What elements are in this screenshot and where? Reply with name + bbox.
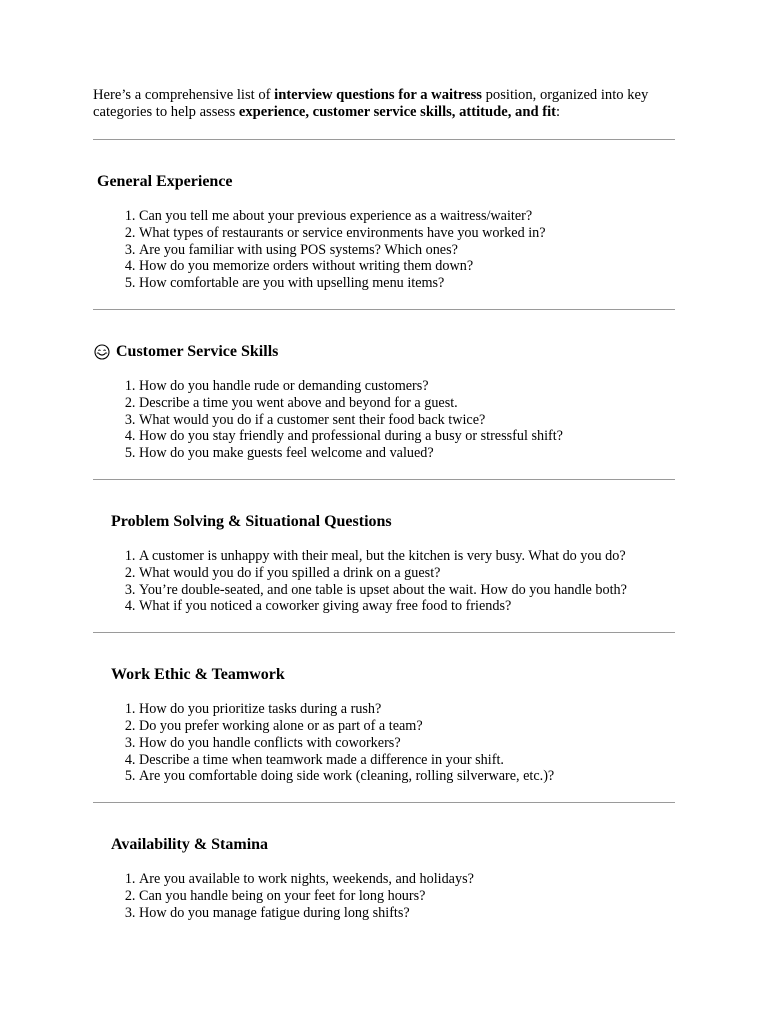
section-heading [93, 512, 675, 532]
intro-bold-1: interview questions for a waitress [274, 87, 482, 103]
list-item: 2. What would you do if you spilled a drink on a guest? [139, 565, 675, 582]
list-item: 1. How do you prioritize tasks during a rush? [139, 701, 675, 718]
list-item: 3. What would you do if a customer sent their food back twice? [139, 412, 675, 429]
intro-text-1: Here’s a comprehensive list of [93, 87, 275, 103]
section-heading [93, 172, 675, 192]
list-item: 3. Are you familiar with using POS systems? Which ones? [139, 242, 675, 259]
divider [93, 479, 675, 480]
section-general-experience [93, 172, 675, 292]
intro-paragraph [93, 87, 675, 121]
list-item: 3. You’re double-seated, and one table is upset about the wait. How do you handle both? [139, 582, 675, 599]
section-problem-solving [93, 512, 675, 615]
list-item: 5. How comfortable are you with upselling menu items? [139, 275, 675, 292]
question-list [93, 701, 675, 785]
section-customer-service-skills [93, 342, 675, 462]
section-title: General Experience [97, 173, 233, 190]
question-list [93, 871, 675, 921]
section-work-ethic-teamwork [93, 665, 675, 785]
intro-bold-2: experience, customer service skills, attitude, and fit [238, 104, 556, 120]
list-item: 2. What types of restaurants or service environments have you worked in? [139, 225, 675, 242]
list-item: 4. What if you noticed a coworker giving away free food to friends? [139, 598, 675, 615]
list-item: 4. How do you memorize orders without writing them down? [139, 258, 675, 275]
section-title: Customer Service Skills [116, 342, 279, 360]
intro-text-2: position, organized into key categories to help assess [93, 87, 649, 120]
list-item: 2. Do you prefer working alone or as part of a team? [139, 718, 675, 735]
list-item: 5. How do you make guests feel welcome and valued? [139, 445, 675, 462]
section-title: Problem Solving & Situational Questions [111, 512, 392, 530]
divider [93, 802, 675, 803]
section-heading [93, 835, 675, 855]
divider [93, 309, 675, 310]
section-title: Work Ethic & Teamwork [111, 666, 285, 684]
question-list [93, 378, 675, 462]
question-list [93, 208, 675, 292]
list-item: 1. Are you available to work nights, weekends, and holidays? [139, 871, 675, 888]
list-item: 1. Can you tell me about your previous experience as a waitress/waiter? [139, 208, 675, 225]
document-page [93, 87, 675, 922]
list-item: 4. Describe a time when teamwork made a difference in your shift. [139, 752, 675, 769]
question-list [93, 548, 675, 615]
section-heading [93, 665, 675, 685]
section-title: Availability & Stamina [111, 836, 269, 854]
section-heading [93, 342, 675, 362]
divider [93, 139, 675, 140]
list-item: 1. How do you handle rude or demanding customers? [139, 378, 675, 395]
list-item: 2. Describe a time you went above and beyond for a guest. [139, 395, 675, 412]
list-item: 2. Can you handle being on your feet for long hours? [139, 888, 675, 905]
list-item: 3. How do you manage fatigue during long shifts? [139, 905, 675, 922]
list-item: 3. How do you handle conflicts with coworkers? [139, 735, 675, 752]
intro-text-3: : [556, 104, 561, 120]
list-item: 5. Are you comfortable doing side work (cleaning, rolling silverware, etc.)? [139, 768, 675, 785]
list-item: 4. How do you stay friendly and professional during a busy or stressful shift? [139, 428, 675, 445]
smiling-face-icon [94, 344, 110, 360]
list-item: 1. A customer is unhappy with their meal, but the kitchen is very busy. What do you do? [139, 548, 675, 565]
section-availability-stamina [93, 835, 675, 921]
divider [93, 632, 675, 633]
